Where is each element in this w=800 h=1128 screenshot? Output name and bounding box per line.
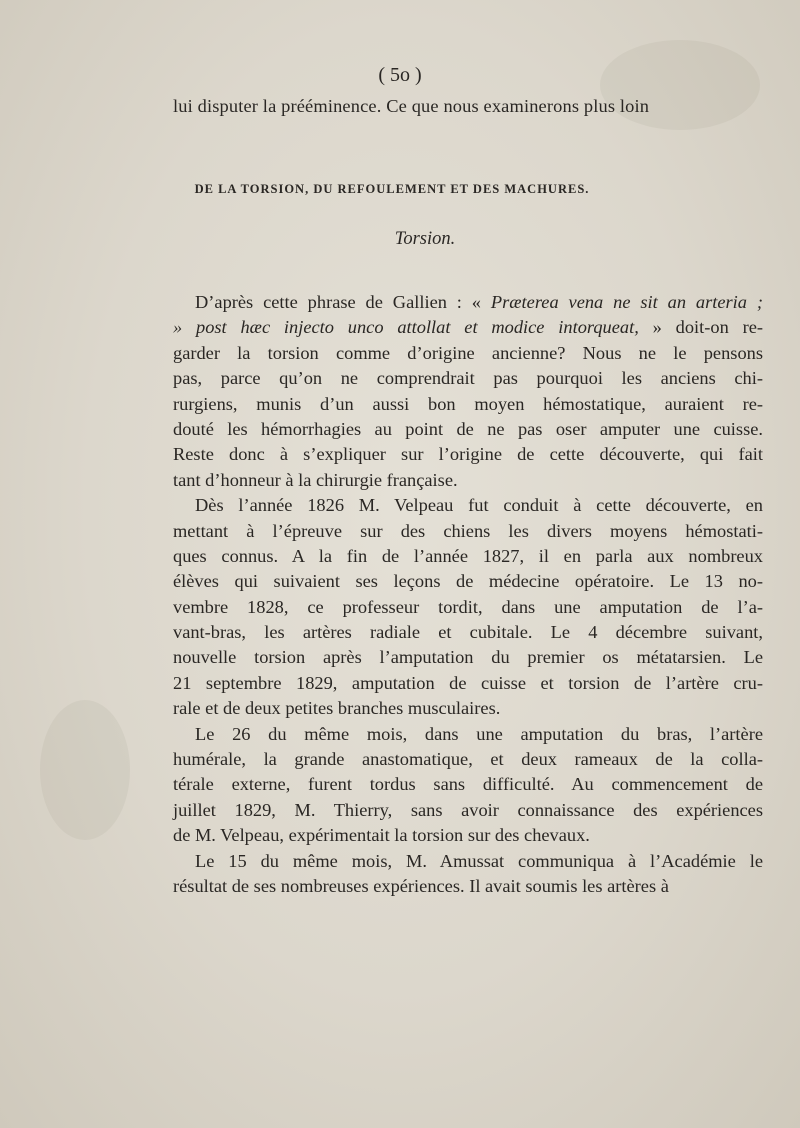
text-line [173, 315, 763, 340]
text-run: rurgiens, munis d’un aussi bon moyen hémostatique, auraient re- [173, 393, 763, 414]
text-line [173, 874, 763, 899]
text-run: ques connus. A la fin de l’année 1827, il en parla aux nombreux [173, 545, 763, 566]
text-line [173, 417, 763, 442]
text-run: garder la torsion comme d’origine ancienne? Nous ne le pensons [173, 342, 763, 363]
text-line [173, 696, 763, 721]
subheading: Torsion. [394, 229, 456, 249]
text-run: Le 26 du même mois, dans une amputation du bras, l’artère [195, 723, 763, 744]
page-stain [40, 700, 130, 840]
text-run: vant-bras, les artères radiale et cubitale. Le 4 décembre suivant, [173, 622, 763, 643]
text-line [173, 849, 763, 874]
paragraph [173, 493, 763, 722]
text-run: tant d’honneur à la chirurgie française. [173, 469, 458, 490]
text-line [173, 341, 763, 366]
text-line [173, 366, 763, 391]
text-line [173, 722, 763, 747]
paragraph [173, 849, 763, 900]
text-run: Le 15 du même mois, M. Amussat communiqua à l’Académie le [195, 850, 763, 871]
text-run: rale et de deux petites branches musculaires. [173, 698, 501, 719]
carry-over-line: lui disputer la prééminence. Ce que nous examinerons plus loin [173, 96, 650, 116]
section-heading: DE LA TORSION, DU REFOULEMENT ET DES MACHURES. [194, 182, 590, 196]
text-line [173, 645, 763, 670]
text-run: mettant à l’épreuve sur des chiens les divers moyens hémostati- [173, 520, 763, 541]
text-run: de M. Velpeau, expérimentait la torsion sur des chevaux. [173, 825, 590, 846]
body-text [173, 290, 763, 899]
text-line [173, 798, 763, 823]
text-line [173, 519, 763, 544]
text-line [173, 392, 763, 417]
text-run: pas, parce qu’on ne comprendrait pas pourquoi les anciens chi- [173, 368, 763, 389]
text-line [173, 468, 763, 493]
text-run: douté les hémorrhagies au point de ne pas oser amputer une cuisse. [173, 418, 763, 439]
text-line [173, 595, 763, 620]
text-run: juillet 1829, M. Thierry, sans avoir connaissance des expériences [173, 799, 763, 820]
text-run: térale externe, furent tordus sans difficulté. Au commencement de [173, 774, 763, 795]
text-line [173, 823, 763, 848]
page-number: ( 5o ) [378, 64, 422, 86]
text-line [173, 620, 763, 645]
text-run: Reste donc à s’expliquer sur l’origine de cette découverte, qui fait [173, 444, 763, 465]
text-line [173, 569, 763, 594]
text-line [173, 544, 763, 569]
text-run: 21 septembre 1829, amputation de cuisse et torsion de l’artère cru- [173, 672, 763, 693]
text-run: » doit-on re- [638, 317, 763, 338]
text-line [173, 290, 763, 315]
text-line [173, 772, 763, 797]
text-line [173, 671, 763, 696]
text-run: Dès l’année 1826 M. Velpeau fut conduit à cette découverte, en [195, 495, 763, 516]
text-run: humérale, la grande anastomatique, et deux rameaux de la colla- [173, 749, 763, 770]
text-line [173, 493, 763, 518]
text-run: nouvelle torsion après l’amputation du premier os métatarsien. Le [173, 647, 763, 668]
text-run: vembre 1828, ce professeur tordit, dans une amputation de l’a- [173, 596, 763, 617]
text-line [173, 442, 763, 467]
text-line [173, 747, 763, 772]
italic-run: Præterea vena ne sit an arteria ; [490, 292, 763, 312]
paragraph [173, 290, 763, 493]
text-run: résultat de ses nombreuses expériences. Il avait soumis les artères à [173, 875, 669, 896]
text-run: élèves qui suivaient ses leçons de médecine opératoire. Le 13 no- [173, 571, 763, 592]
paragraph [173, 722, 763, 849]
text-run: D’après cette phrase de Gallien : « [195, 292, 491, 312]
italic-run: » post hæc injecto unco attollat et modice intorqueat, [173, 317, 639, 338]
